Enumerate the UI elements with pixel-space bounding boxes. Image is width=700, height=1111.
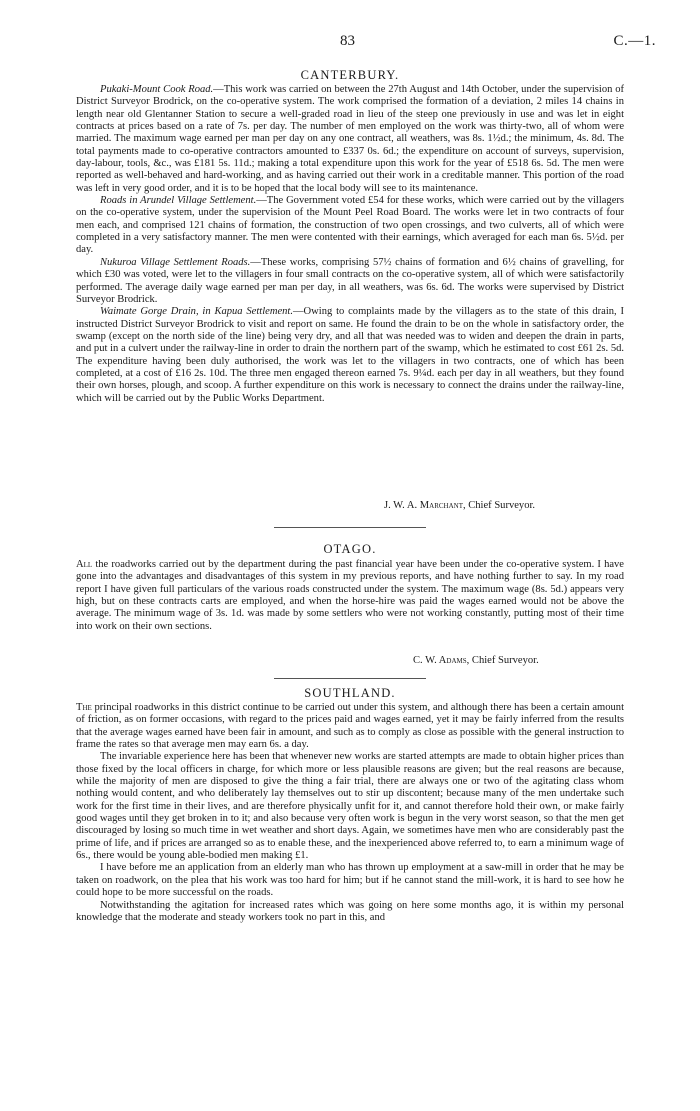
otago-section bbox=[76, 559, 624, 633]
signature-title: Chief Surveyor. bbox=[469, 655, 539, 666]
page-number: 83 bbox=[340, 33, 355, 49]
paragraph-text: The invariable experience here has been that whenever new works are started attempts are made to obtain higher prices than those fixed by the local officers in charge, for which more or less plausible reasons are given; but the real reasons are because, while the majority of men are disposed to give the thing a fair trial, there are always one or two of the agitating class whom nothing would content, and who deliberately lay themselves out to stir up discontent; because many of the men undertake such work for the first time in their lives, and are therefore physically unfit for it, and cannot therefore hold their own, or make fairly good wages until they get broken in to it; and also because very often work is begun in the very worst season, so that the men get discouraged by losing so much time in wet weather and short days. Again, we sometimes have men who are considerably past the prime of life, and if prices are arranged so as to enable these, and the inexperienced above referred to, to earn a minimum wage of 6s., there would be young able-bodied men making £1. bbox=[76, 751, 624, 862]
paragraph-text: principal roadworks in this district continue to be carried out under this system, and although there has been a certain amount of friction, as on former occasions, with regard to the prices paid and wages earned, yet it may be fairly inferred from the results that the average wages earned have been fair in amount, and such as to comply as close as possible with the general instruction to frame the rates so that average men may earn 6s. a day. bbox=[76, 702, 624, 751]
southland-section bbox=[76, 702, 624, 924]
paragraph-otago bbox=[76, 559, 624, 633]
section-divider bbox=[274, 678, 426, 679]
paragraph-title: Pukaki-Mount Cook Road. bbox=[100, 84, 214, 95]
lead-word: The bbox=[76, 702, 92, 713]
signature-name: C. W. Adams, bbox=[413, 655, 470, 666]
paragraph-text: —Owing to complaints made by the villagers as to the state of this drain, I instructed District Surveyor Brodrick to visit and report on same. He found the drain to be on the whole in satisfactory order, the swamp (except on the north side of the line) being very dry, and all that was needed was to widen and deepen the drain in parts, and put in a culvert under the railway-line in order to drain the northern part of the swamp, which he estimated to cost £61 2s. 5d. The expenditure having been duly authorised, the work was let to the villagers in two contracts, one of which has been completed, at a cost of £16 2s. 10d. The three men engaged thereon earned 7s. 9¼d. each per day in all weathers, but they found their own horses, plough, and scoop. A further expenditure on this work is necessary to connect the drains under the railway-line, which will be carried out by the Public Works Department. bbox=[76, 306, 625, 404]
paragraph-text: the roadworks carried out by the department during the past financial year have been under the co-operative system. I have gone into the advantages and disadvantages of this system in my previous reports, and have nothing further to say. In my road report I have given full particulars of the various roads constructed under the system. The maximum wage (8s. 5d.) appears very high, but on these contracts carts are employed, and when the horse-hire was paid the wages earned would not be above the average. The minimum wage of 3s. 1d. was made by some settlers who were not working constantly, putting most of their time into work on their own sections. bbox=[76, 559, 624, 632]
section-heading-canterbury: CANTERBURY. bbox=[300, 68, 400, 82]
signature-canterbury bbox=[384, 500, 535, 512]
document-reference: C.—1. bbox=[613, 33, 656, 49]
signature-otago bbox=[413, 655, 539, 667]
paragraph-title: Nukuroa Village Settlement Roads. bbox=[100, 256, 251, 268]
paragraph-pukaki-mount-cook-road bbox=[76, 84, 624, 195]
paragraph-text: I have before me an application from an elderly man who has thrown up employment at a saw-mill in order that he may be taken on roadwork, on the plea that his work was too hard for him; but if he cannot stand the mill-work, it is hard to see how he could hope to be more successful on the roads. bbox=[76, 862, 624, 899]
paragraph-southland-2 bbox=[76, 751, 624, 862]
paragraph-text: —The Government voted £54 for these works, which were carried out by the villagers on the co-operative system, under the supervision of the Mount Peel Road Board. The works were let in two contracts of four men each, and comprised 121 chains of formation, the construction of two open crossings, and two culverts, all of which were completed in a very satisfactory manner. The men were contented with their earnings, which averaged for each man 6s. 5½d. per day. bbox=[76, 195, 625, 256]
section-divider bbox=[274, 527, 426, 528]
paragraph-arundel-village bbox=[76, 195, 624, 257]
paragraph-text: Notwithstanding the agitation for increased rates which was going on here some months ago, it is within my personal knowledge that the moderate and steady workers took no part in this, and bbox=[76, 899, 624, 923]
lead-word: All bbox=[76, 559, 93, 570]
section-heading-southland: SOUTHLAND. bbox=[304, 686, 396, 700]
paragraph-southland-1 bbox=[76, 702, 624, 751]
paragraph-waimate-gorge-drain bbox=[76, 306, 624, 405]
signature-name: J. W. A. Marchant, bbox=[384, 500, 466, 511]
page-header bbox=[0, 33, 700, 53]
paragraph-text: —These works, comprising 57½ chains of formation and 6½ chains of gravelling, for which £30 was voted, were let to the villagers in four small contracts on the co-operative system, all of which were satisfactorily performed. The average daily wage earned per man per day, in all weathers, was 6s. 6d. The works were supervised by District Surveyor Brodrick. bbox=[76, 256, 624, 305]
canterbury-section bbox=[76, 84, 624, 405]
paragraph-southland-4 bbox=[76, 900, 624, 925]
paragraph-nukuroa-village bbox=[76, 257, 624, 306]
section-heading-otago: OTAGO. bbox=[323, 542, 377, 556]
paragraph-text: —This work was carried on between the 27th August and 14th October, under the supervision of District Surveyor Brodrick, on the co-operative system. The work comprised the formation of a deviation, 2 miles 14 chains in length near old Glentanner Station to secure a well-graded road in lieu of the steep one previously in use and was let in eight contracts at prices based on a rate of 7s. per day. The number of men employed on the work was thirty-two, all of whom were married. The maximum wage earned per man per day on any one contract, all weathers, was 8s. 1½d.; the minimum, 4s. 8d. The total payments made to co-operative contractors amounted to £337 0s. 6d.; the expenditure on account of surveys, supervision, day-labour, tools, &c., was £181 5s. 11d.; making a total expenditure upon this work for the year of £518 6s. 5d. The men were reported as well-behaved and hard-working, and as having carried out their work in a creditable manner. This portion of the road was left in very good order, and it is to be hoped that the local body will see to its maintenance. bbox=[76, 84, 624, 194]
paragraph-title: Roads in Arundel Village Settlement. bbox=[100, 195, 257, 207]
paragraph-southland-3 bbox=[76, 862, 624, 899]
signature-title: Chief Surveyor. bbox=[465, 500, 536, 511]
paragraph-title: Waimate Gorge Drain, in Kapua Settlement. bbox=[100, 306, 293, 318]
